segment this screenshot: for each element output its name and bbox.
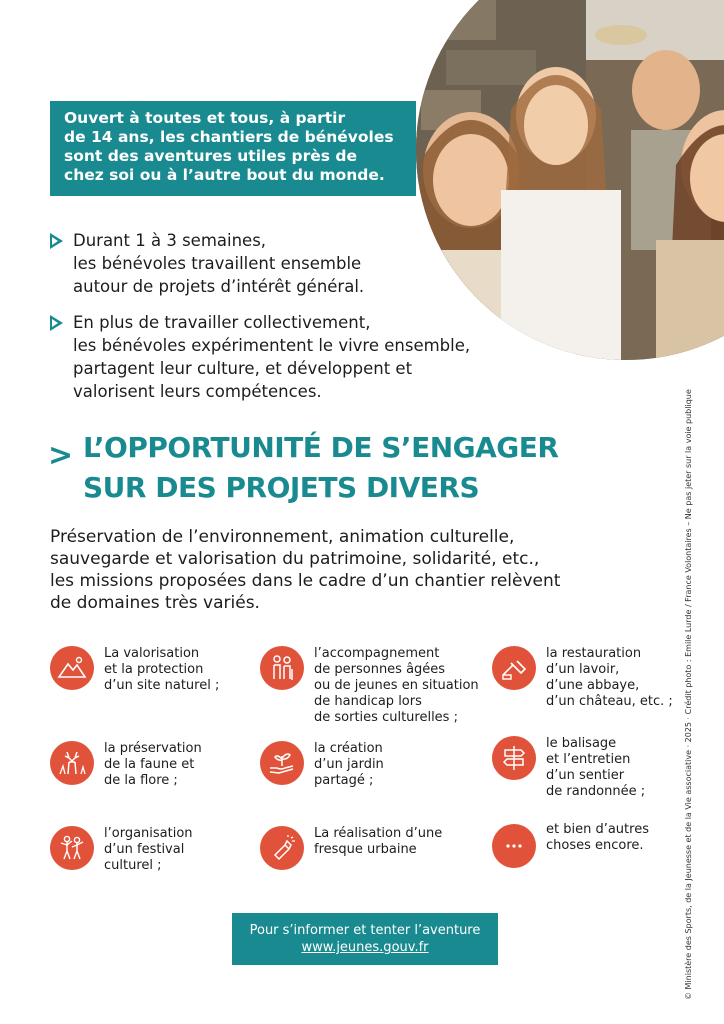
bullet-line: les bénévoles travaillent ensemble bbox=[73, 254, 362, 273]
plant-hand-icon bbox=[260, 741, 304, 785]
mission-line: de sorties culturelles ; bbox=[314, 710, 458, 725]
play-triangle-icon bbox=[50, 315, 63, 331]
mission-line: d’un château, etc. ; bbox=[546, 694, 673, 709]
mission-line: l’accompagnement bbox=[314, 646, 440, 661]
lead-line: les missions proposées dans le cadre d’un chantier relèvent bbox=[50, 571, 561, 591]
heading-line-1: L’OPPORTUNITÉ DE S’ENGAGER bbox=[83, 431, 559, 464]
volunteers-photo bbox=[416, 0, 724, 360]
photo-credit: © Ministère des Sports, de la Jeunesse et de la Vie associative · 2025 · Crédit photo : Emile Lurde / France Volontaires – Ne pas jeter sur la voie publique bbox=[684, 389, 693, 1000]
mission-line: la création bbox=[314, 741, 383, 756]
mission-line: culturel ; bbox=[104, 858, 162, 873]
mission-line: d’un sentier bbox=[546, 768, 625, 783]
cta-box bbox=[232, 913, 498, 965]
ellipsis-icon bbox=[492, 824, 536, 868]
intro-line: chez soi ou à l’autre bout du monde. bbox=[64, 166, 385, 184]
mission-line: choses encore. bbox=[546, 838, 644, 853]
bullet-line: les bénévoles expérimentent le vivre ensemble, bbox=[73, 336, 471, 355]
mission-line: La réalisation d’une bbox=[314, 826, 443, 841]
mission-line: ou de jeunes en situation bbox=[314, 678, 479, 693]
heading-line-2: SUR DES PROJETS DIVERS bbox=[83, 471, 480, 504]
cta-text: Pour s’informer et tenter l’aventure bbox=[249, 923, 481, 938]
bullet-line: En plus de travailler collectivement, bbox=[73, 313, 371, 332]
festival-dancers-icon bbox=[50, 826, 94, 870]
mission-line: de personnes âgées bbox=[314, 662, 446, 677]
volunteers-photo-illustration bbox=[416, 0, 724, 360]
lead-line: de domaines très variés. bbox=[50, 593, 260, 613]
mountain-landscape-icon bbox=[50, 646, 94, 690]
mission-line: d’un festival bbox=[104, 842, 185, 857]
deer-nature-icon bbox=[50, 741, 94, 785]
bullet-line: partagent leur culture, et développent et bbox=[73, 359, 413, 378]
restoration-tools-icon bbox=[492, 646, 536, 690]
bullet-line: valorisent leurs compétences. bbox=[73, 382, 322, 401]
mission-line: La valorisation bbox=[104, 646, 200, 661]
mission-line: et bien d’autres bbox=[546, 822, 649, 837]
spray-paint-icon bbox=[260, 826, 304, 870]
bullet-duration bbox=[50, 229, 364, 298]
mission-line: la restauration bbox=[546, 646, 642, 661]
mission-line: de la flore ; bbox=[104, 773, 178, 788]
elderly-assistance-icon bbox=[260, 646, 304, 690]
lead-line: sauvegarde et valorisation du patrimoine, solidarité, etc., bbox=[50, 549, 540, 569]
intro-line: Ouvert à toutes et tous, à partir bbox=[64, 109, 346, 127]
play-triangle-icon bbox=[50, 233, 63, 249]
lead-line: Préservation de l’environnement, animation culturelle, bbox=[50, 527, 515, 547]
section-heading bbox=[83, 428, 558, 508]
mission-line: de la faune et bbox=[104, 757, 195, 772]
signpost-icon bbox=[492, 736, 536, 780]
intro-box bbox=[50, 101, 416, 196]
lead-paragraph bbox=[50, 526, 610, 614]
website-link[interactable]: www.jeunes.gouv.fr bbox=[301, 940, 429, 955]
mission-line: de randonnée ; bbox=[546, 784, 646, 799]
mission-line: le balisage bbox=[546, 736, 617, 751]
mission-line: la préservation bbox=[104, 741, 202, 756]
mission-line: fresque urbaine bbox=[314, 842, 417, 857]
chevron-right-icon: > bbox=[48, 438, 74, 473]
mission-line: et la protection bbox=[104, 662, 204, 677]
bullet-collective bbox=[50, 311, 470, 403]
mission-line: partagé ; bbox=[314, 773, 374, 788]
intro-line: de 14 ans, les chantiers de bénévoles bbox=[64, 128, 394, 146]
mission-line: de handicap lors bbox=[314, 694, 422, 709]
mission-line: d’une abbaye, bbox=[546, 678, 640, 693]
mission-line: et l’entretien bbox=[546, 752, 631, 767]
mission-line: d’un jardin bbox=[314, 757, 384, 772]
bullet-line: autour de projets d’intérêt général. bbox=[73, 277, 365, 296]
mission-line: d’un site naturel ; bbox=[104, 678, 220, 693]
bullet-line: Durant 1 à 3 semaines, bbox=[73, 231, 267, 250]
mission-line: l’organisation bbox=[104, 826, 193, 841]
intro-line: sont des aventures utiles près de bbox=[64, 147, 357, 165]
mission-line: d’un lavoir, bbox=[546, 662, 620, 677]
